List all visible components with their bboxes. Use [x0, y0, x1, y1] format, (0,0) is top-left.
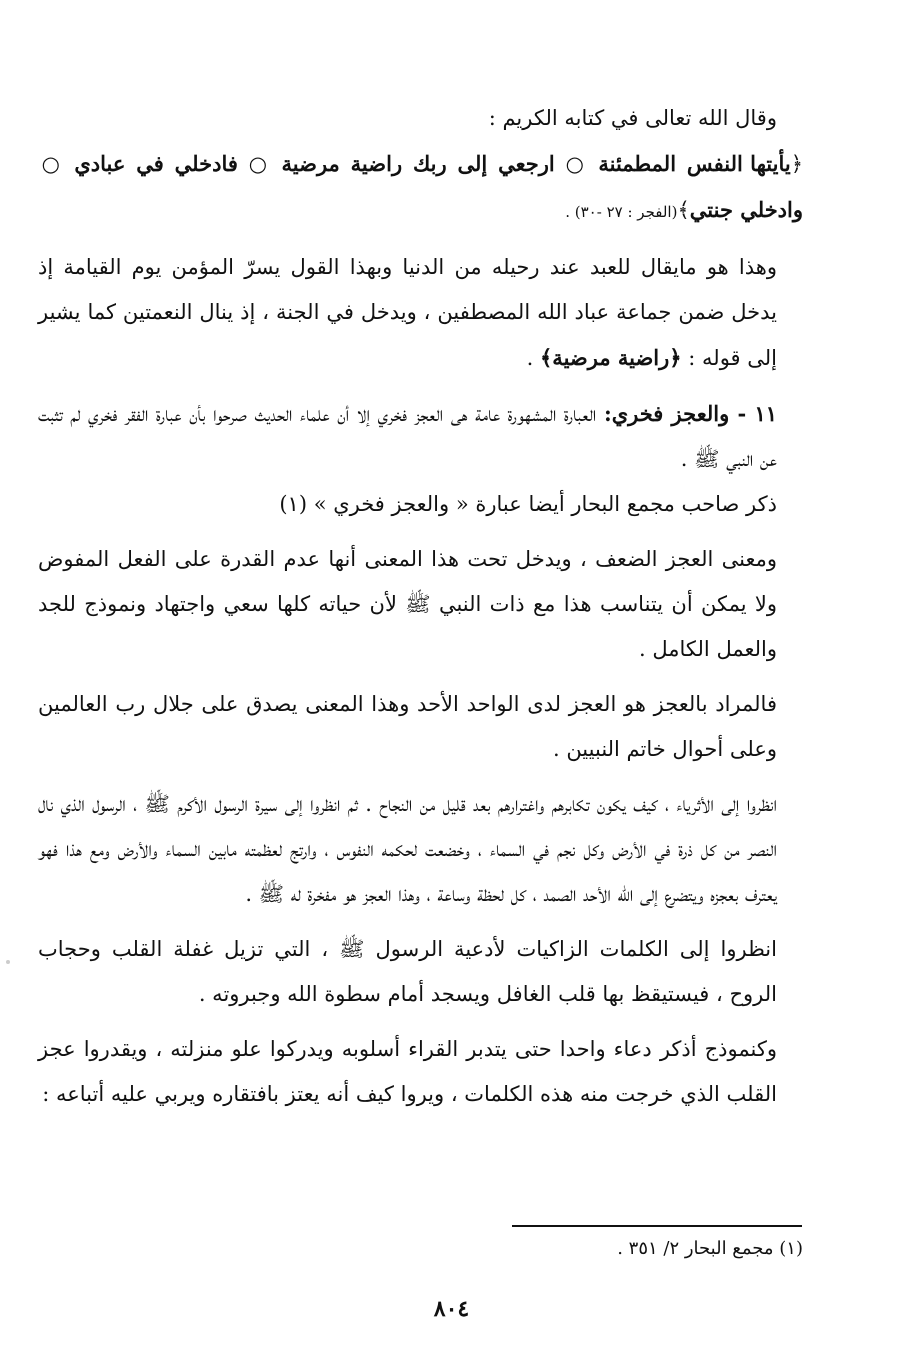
scan-speck: [6, 960, 10, 964]
paragraph-murad: فالمراد بالعجز هو العجز لدى الواحد الأحد وهذا المعنى يصدق على جلال رب العالمين وعلى أحوال خاتم النبيين .: [38, 692, 777, 761]
paragraph-namudhaj: وكنموذج أذكر دعاء واحدا حتى يتدبر القراء أسلوبه ويدركوا علو منزلته ، ويقدروا عجز القلب الذي خرجت منه هذه الكلمات ، ويروا كيف أنه يعتز بافتقاره ويربي عليه أتباعه :: [38, 1037, 777, 1106]
verse-text: يأيتها النفس المطمئنة ○ ارجعي إلى ربك راضية مرضية ○ فادخلي في عبادي ○ وادخلي جنتي: [38, 151, 803, 222]
verse-reference: (الفجر : ٢٧ -٣٠) .: [565, 203, 678, 221]
quote-radiya: ﴿راضية مرضية﴾: [540, 345, 682, 370]
paragraph-hadha-end: .: [526, 346, 534, 370]
paragraph-kalimat: انظروا إلى الكلمات الزاكيات لأدعية الرسول ﷺ ، التي تزيل غفلة القلب وحجاب الروح ، فيستيقظ بها قلب الغافل ويسجد أمام سطوة الله وجبروته .: [38, 937, 777, 1006]
section-11-heading: ١١ - والعجز فخري:: [603, 401, 777, 426]
footnote: (١) مجمع البحار ٢/ ٣٥١ .: [617, 1238, 803, 1259]
page-body: [38, 96, 803, 1117]
page-number: ٨٠٤: [433, 1296, 470, 1322]
intro-line: وقال الله تعالى في كتابه الكريم :: [488, 106, 777, 130]
paragraph-majma: ذكر صاحب مجمع البحار أيضا عبارة « والعجز فخري » (١): [279, 492, 777, 516]
paragraph-hadha: [38, 245, 803, 381]
quran-verse: [38, 141, 803, 235]
paragraph-meaning: ومعنى العجز الضعف ، ويدخل تحت هذا المعنى أنها عدم القدرة على الفعل المفوض ولا يمكن أن يتناسب هذا مع ذات النبي ﷺ لأن حياته كلها سعي واجتهاد ونموذج للجد والعمل الكامل .: [38, 547, 777, 661]
footnote-divider: [512, 1225, 802, 1227]
section-11-text: العبارة المشهورة عامة هى العجز فخري إلا أن علماء الحديث صرحوا بأن عبارة الفقر فخري لم تثبت عن النبي ﷺ .: [38, 402, 777, 471]
section-11: [38, 391, 803, 482]
verse-open-bracket: ﴿: [790, 152, 803, 176]
paragraph-athriya: انظروا إلى الأثرياء ، كيف يكون تكابرهم واغترارهم بعد قليل من النجاح . ثم انظروا إلى سيرة الرسول الأكرم ﷺ ، الرسول الذي نال النصر من كل ذرة في الأرض وكل نجم في السماء ، وخضعت لحكمه النفوس ، وارتج لعظمته مابين السماء والأرض ومع هذا فهو يعترف بعجزه ويتضرع إلى الله الأحد الصمد ، كل لحظة وساعة ، وهذا العجز هو مفخرة له ﷺ .: [38, 792, 777, 906]
verse-close-bracket: ﴾: [677, 198, 690, 222]
paragraph-hadha-text: وهذا هو مايقال للعبد عند رحيله من الدنيا وبهذا القول يسرّ المؤمن يوم القيامة إذ يدخل ضمن جماعة عباد الله المصطفين ، ويدخل في الجنة ، إذ ينال النعمتين كما يشير إلى قوله :: [38, 255, 777, 370]
